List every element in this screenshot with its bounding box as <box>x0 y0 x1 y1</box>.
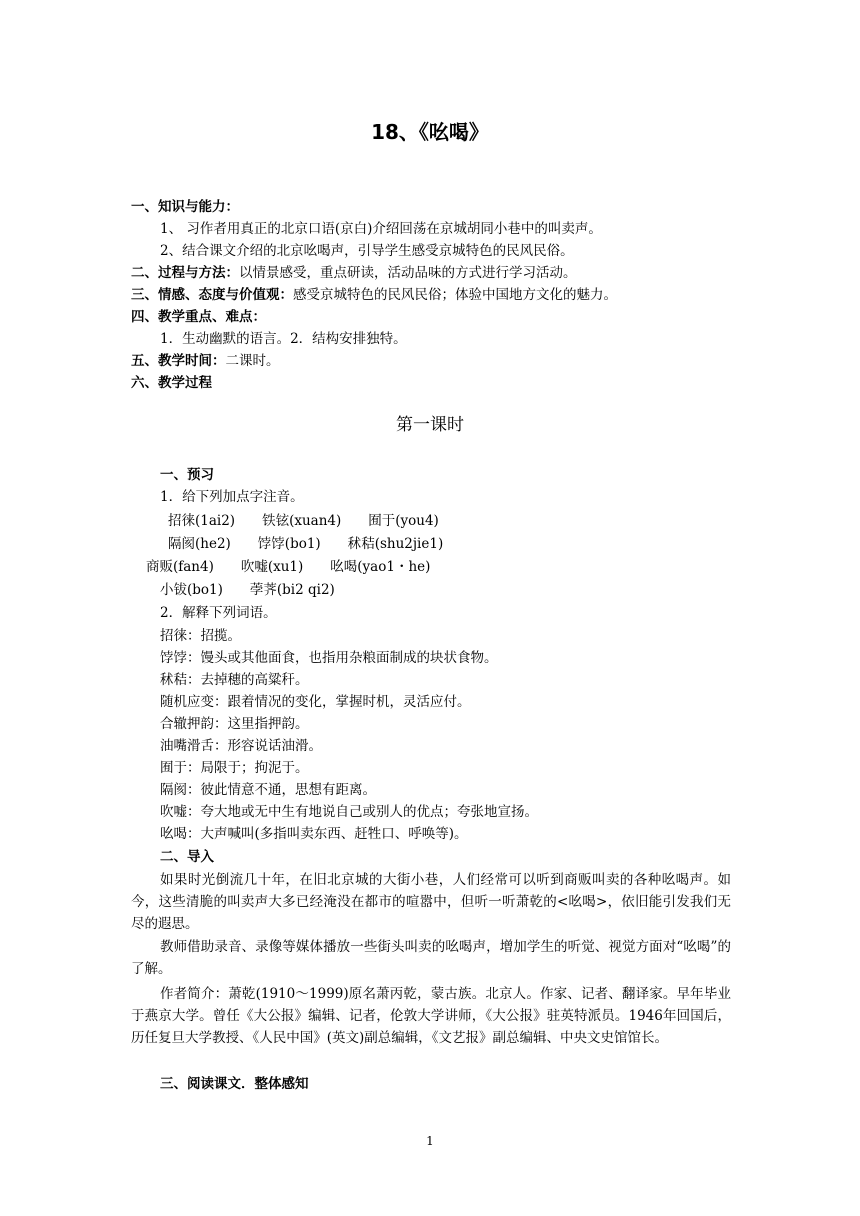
definition-item: 囿于：局限于；拘泥于。 <box>160 760 309 776</box>
section-label: 三、情感、态度与价值观： <box>131 287 293 303</box>
question-2: 2．解释下列词语。 <box>160 605 277 621</box>
preview-heading: 一、预习 <box>160 467 214 483</box>
section-label: 四、教学重点、难点： <box>131 309 266 325</box>
list-item: 1、 习作者用真正的北京口语(京白)介绍回荡在京城胡同小巷中的叫卖声。 <box>160 221 602 237</box>
section-focus <box>131 306 266 328</box>
section-knowledge <box>131 196 239 218</box>
definition-item: 隔阂：彼此情意不通，思想有距离。 <box>160 782 376 798</box>
list-item: 2、结合课文介绍的北京吆喝声，引导学生感受京城特色的民风民俗。 <box>160 243 574 259</box>
section-label: 二、过程与方法： <box>131 265 239 281</box>
definition-item: 吆喝：大声喊叫(多指叫卖东西、赶牲口、呼唤等)。 <box>160 826 468 842</box>
section-label: 五、教学时间： <box>131 353 226 369</box>
section-process <box>131 262 577 284</box>
intro-paragraph: 如果时光倒流几十年，在旧北京城的大街小巷，人们经常可以听到商贩叫卖的各种吆喝声。如今，这些清脆的叫卖声大多已经淹没在都市的喧嚣中，但听一听萧乾的<吆喝>，依旧能引发我们无尽的遐思。 <box>131 872 731 932</box>
author-bio-paragraph: 作者简介：萧乾(1910～1999)原名萧丙乾，蒙古族。北京人。作家、记者、翻译家。早年毕业于燕京大学。曾任《大公报》编辑、记者，伦敦大学讲师，《大公报》驻英特派员。1946年回国后，历任复旦大学教授、《人民中国》(英文)副总编辑，《文艺报》副总编辑、中央文史馆馆长。 <box>131 986 731 1046</box>
section-attitude <box>131 284 617 306</box>
intro-paragraph: 教师借助录音、录像等媒体播放一些街头叫卖的吆喝声，增加学生的听觉、视觉方面对“吆喝”的了解。 <box>131 939 731 977</box>
list-item: 1．生动幽默的语言。2．结构安排独特。 <box>160 331 407 347</box>
section-label: 一、知识与能力： <box>131 199 239 215</box>
pinyin-row: 商贩(fan4) 吹嘘(xu1) 吆喝(yao1・he) <box>146 559 431 575</box>
pinyin-row: 小钹(bo1) 荸荠(bi2 qi2) <box>160 582 335 598</box>
section-text: 感受京城特色的民风民俗；体验中国地方文化的魅力。 <box>293 287 617 303</box>
section-time <box>131 350 280 372</box>
definition-item: 合辙押韵：这里指押韵。 <box>160 716 309 732</box>
reading-heading: 三、阅读课文．整体感知 <box>160 1076 309 1092</box>
definition-item: 随机应变：跟着情况的变化，掌握时机，灵活应付。 <box>160 694 471 710</box>
page-title: 18、《吆喝》 <box>371 120 489 144</box>
definition-item: 招徕：招揽。 <box>160 628 241 644</box>
section-procedure <box>131 372 212 394</box>
section-text: 二课时。 <box>225 353 280 369</box>
section-label: 六、教学过程 <box>131 375 212 391</box>
lesson-subtitle: 第一课时 <box>396 415 464 435</box>
pinyin-row: 招徕(1ai2) 铁铉(xuan4) 囿于(you4) <box>168 513 439 529</box>
page-number: 1 <box>426 1134 434 1148</box>
definition-item: 饽饽：馒头或其他面食，也指用杂粮面制成的块状食物。 <box>160 650 498 666</box>
question-1: 1．给下列加点字注音。 <box>160 489 304 505</box>
definition-item: 油嘴滑舌：形容说话油滑。 <box>160 738 322 754</box>
definition-item: 吹嘘：夸大地或无中生有地说自己或别人的优点；夸张地宣扬。 <box>160 804 538 820</box>
definition-item: 秫秸：去掉穗的高粱秆。 <box>160 672 309 688</box>
section-text: 以情景感受，重点研读，活动品味的方式进行学习活动。 <box>239 265 577 281</box>
pinyin-row: 隔阂(he2) 饽饽(bo1) 秫秸(shu2jie1) <box>168 536 444 552</box>
intro-heading: 二、导入 <box>160 849 214 865</box>
